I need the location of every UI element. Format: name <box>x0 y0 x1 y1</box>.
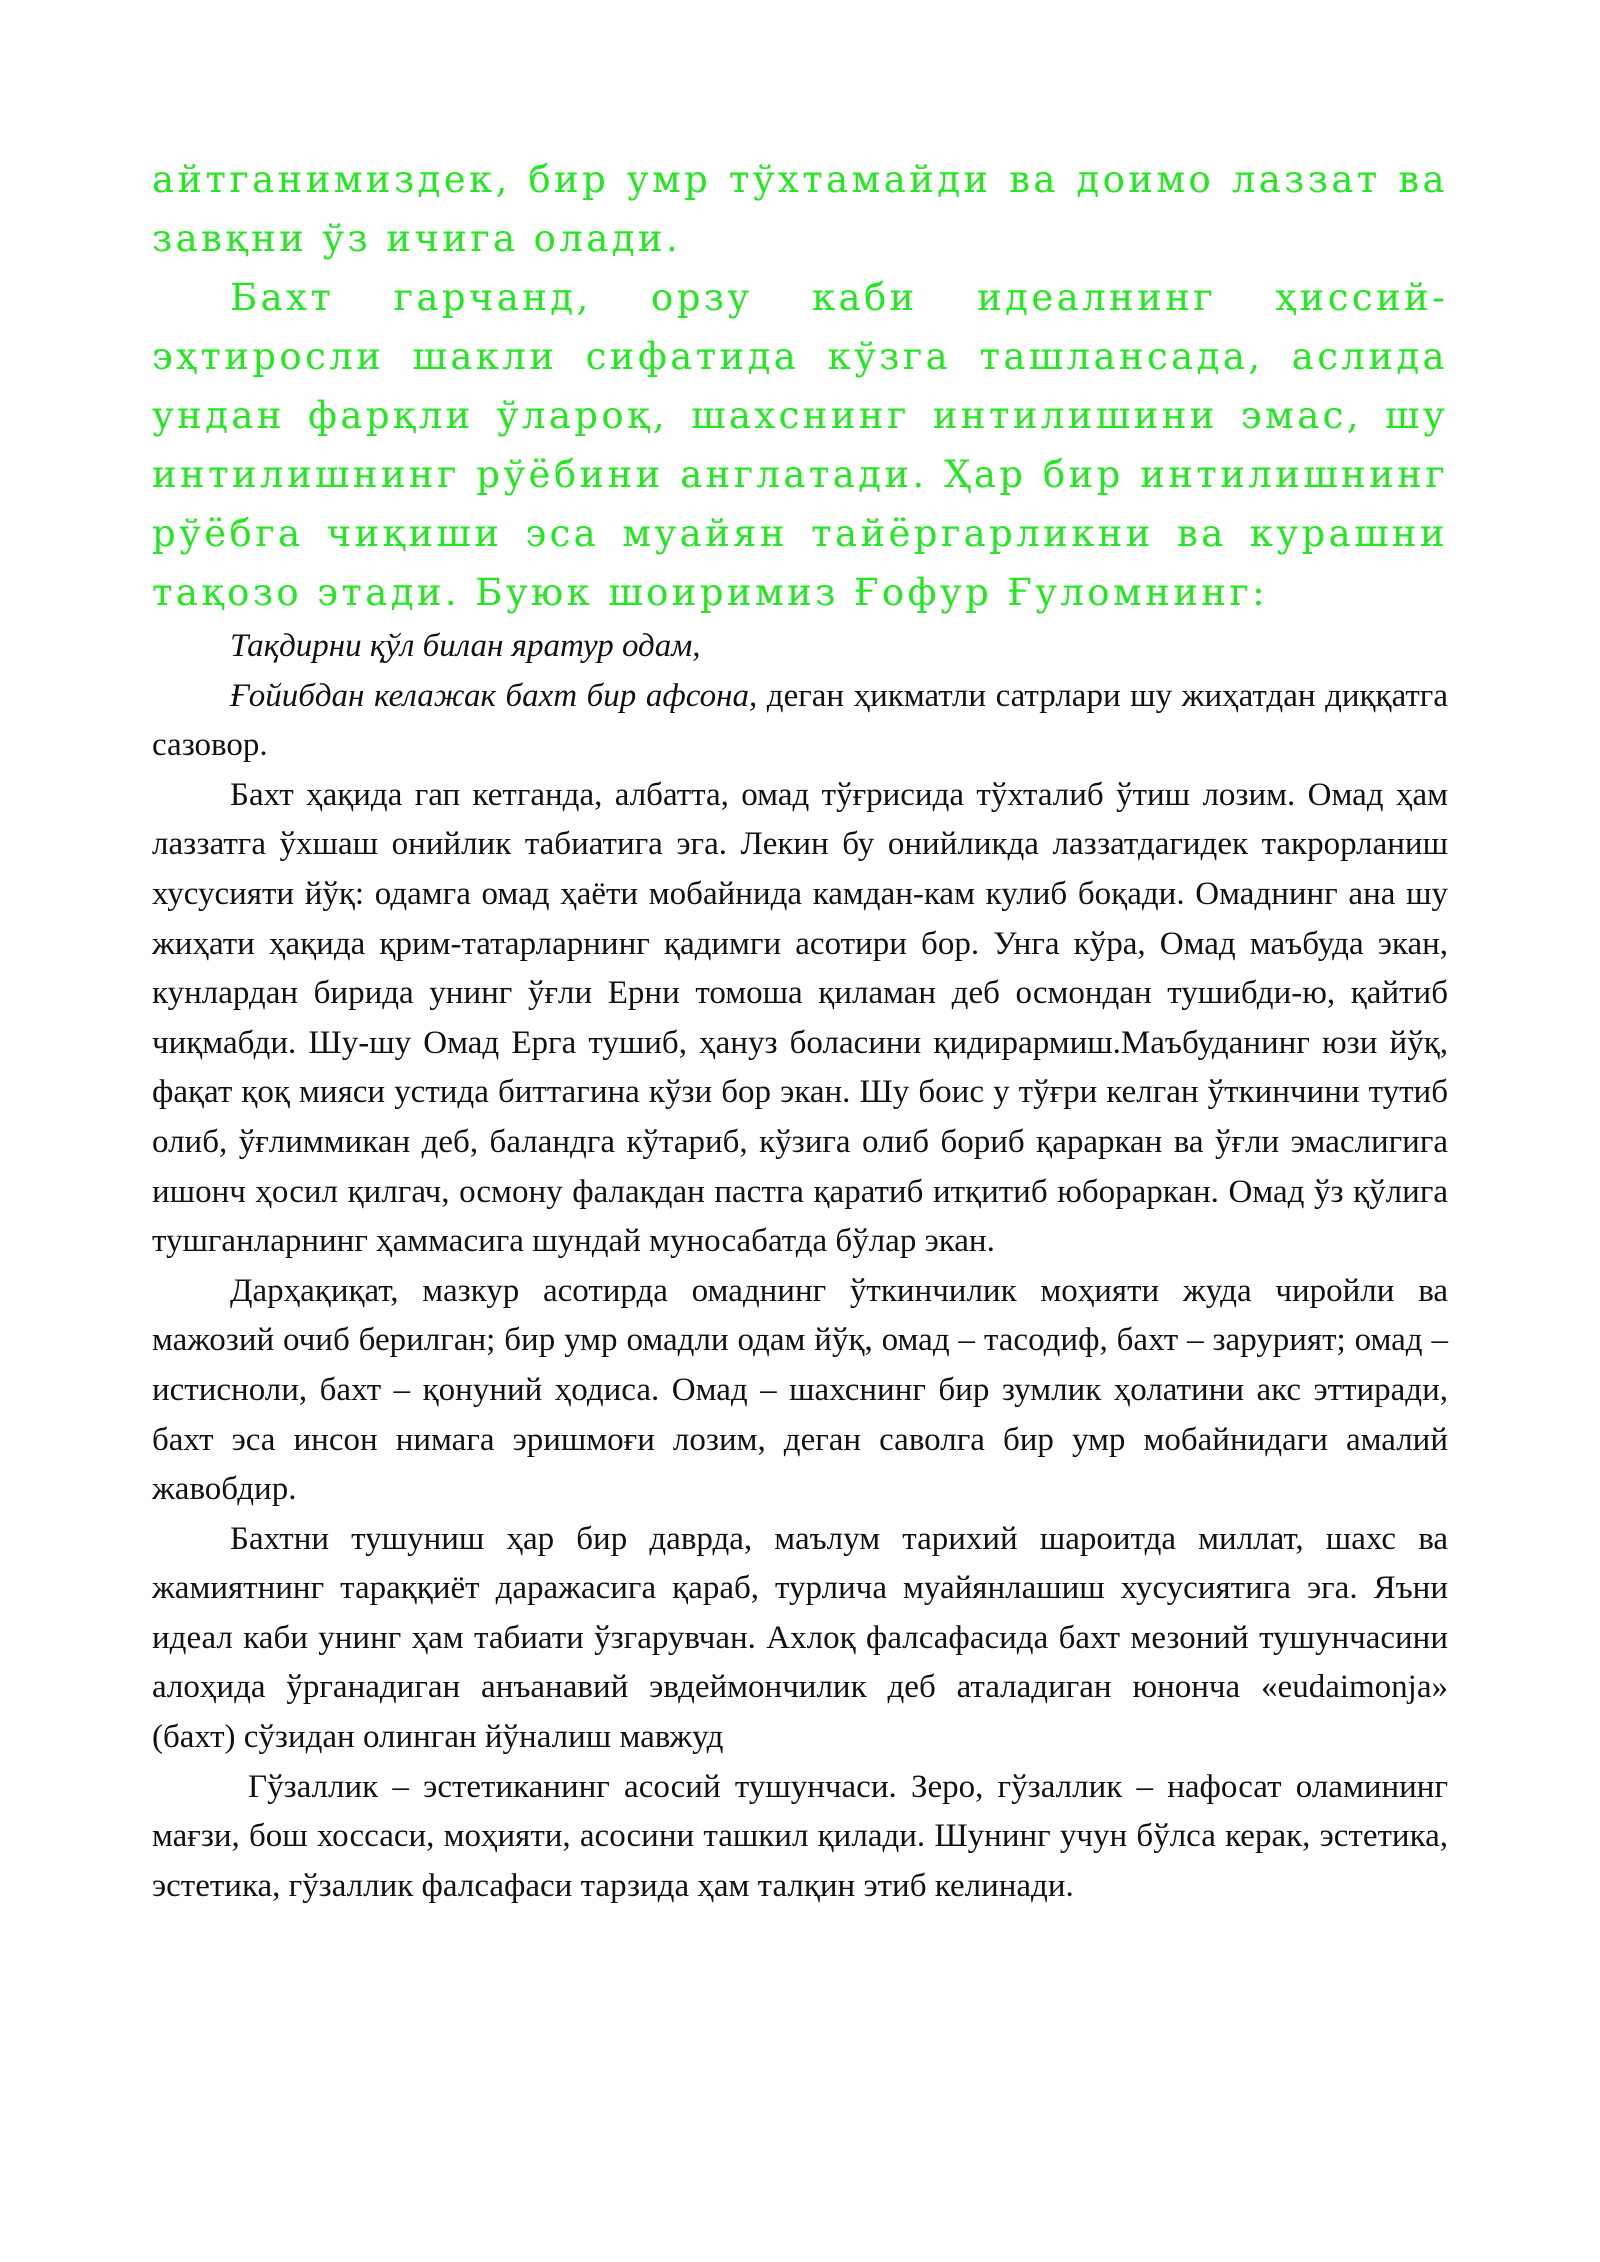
poem-quote-line-1 <box>152 622 1448 672</box>
paragraph-bakhtni: Бахтни тушуниш ҳар бир даврда, маълум тарихий шароитда миллат, шахс ва жамиятнинг тараққиёт даражасига қараб, турлича муайянлашиш хусусиятига эга. Яъни идеал каби унинг ҳам табиати ўзгарувчан. Ахлоқ фалсафасида бахт мезоний тушунчасини алоҳида ўрганадиган анъанавий эвдеймончилик деб аталадиган юнонча «eudaimonja» (бахт) сўзидан олинган йўналиш мавжуд <box>152 1520 1448 1756</box>
poem-tail-text: деган ҳикматли сатрлари шу жиҳатдан диққатга сазовор. <box>152 677 1448 764</box>
poem-line-2: Ғойибдан келажак бахт бир афсона, <box>230 677 758 714</box>
paragraph-guzallik: Гўзаллик – эстетиканинг асосий тушунчаси. Зеро, гўзаллик – нафосат оламининг мағзи, бош хоссаси, моҳияти, асосини ташкил қилади. Шунинг учун бўлса керак, эстетика, эстетика, гўзаллик фалсафаси тарзида ҳам талқин этиб келинади. <box>152 1768 1448 1904</box>
highlighted-paragraph-bakht: Бахт гарчанд, орзу каби идеалнинг ҳиссий-эҳтиросли шакли сифатида кўзга ташлансада, аслида ундан фарқли ўлароқ, шахснинг интилишини эмас, шу интилишнинг рўёбини англатади. Ҳар бир интилишнинг рўёбга чиқиши эса муайян тайёргарликни ва курашни тақозо этади. Буюк шоиримиз Ғофур Ғуломнинг: <box>152 276 1448 614</box>
document-page <box>152 150 1448 1911</box>
poem-line-1: Тақдирни қўл билан яратур одам, <box>230 628 701 664</box>
paragraph-omad: Бахт ҳақида гап кетганда, албатта, омад тўғрисида тўхталиб ўтиш лозим. Омад ҳам лаззатга ўхшаш онийлик табиатига эга. Лекин бу онийликда лаззатдагидек такрорланиш хусусияти йўқ: одамга омад ҳаёти мобайнида камдан-кам кулиб боқади. Омаднинг ана шу жиҳати ҳақида қрим-татарларнинг қадимги асотири бор. Унга кўра, Омад маъбуда экан, кунлардан бирида унинг ўғли Ерни томоша қиламан деб осмондан тушибди-ю, қайтиб чиқмабди. Шу-шу Омад Ерга тушиб, ҳануз боласини қидирармиш.Маъбуданинг юзи йўқ, фақат қоқ мияси устида биттагина кўзи бор экан. Шу боис у тўғри келган ўткинчини тутиб олиб, ўғлиммикан деб, баландга кўтариб, кўзига олиб бориб қараркан ва ўғли эмаслигига ишонч ҳосил қилгач, осмону фалакдан пастга қаратиб итқитиб юбораркан. Омад ўз қўлига тушганларнинг ҳаммасига шундай муносабатда бўлар экан. <box>152 776 1448 1260</box>
highlighted-paragraph-continuation: айтганимиздек, бир умр тўхтамайди ва доимо лаззат ва завқни ўз ичига олади. <box>152 158 1448 260</box>
poem-quote-line-2 <box>152 672 1448 771</box>
paragraph-darhaqiqat: Дарҳақиқат, мазкур асотирда омаднинг ўткинчилик моҳияти жуда чиройли ва мажозий очиб берилган; бир умр омадли одам йўқ, омад – тасодиф, бахт – зарурият; омад – истисноли, бахт – қонуний ҳодиса. Омад – шахснинг бир зумлик ҳолатини акс эттиради, бахт эса инсон нимага эришмоғи лозим, деган саволга бир умр мобайнидаги амалий жавобдир. <box>152 1272 1448 1508</box>
